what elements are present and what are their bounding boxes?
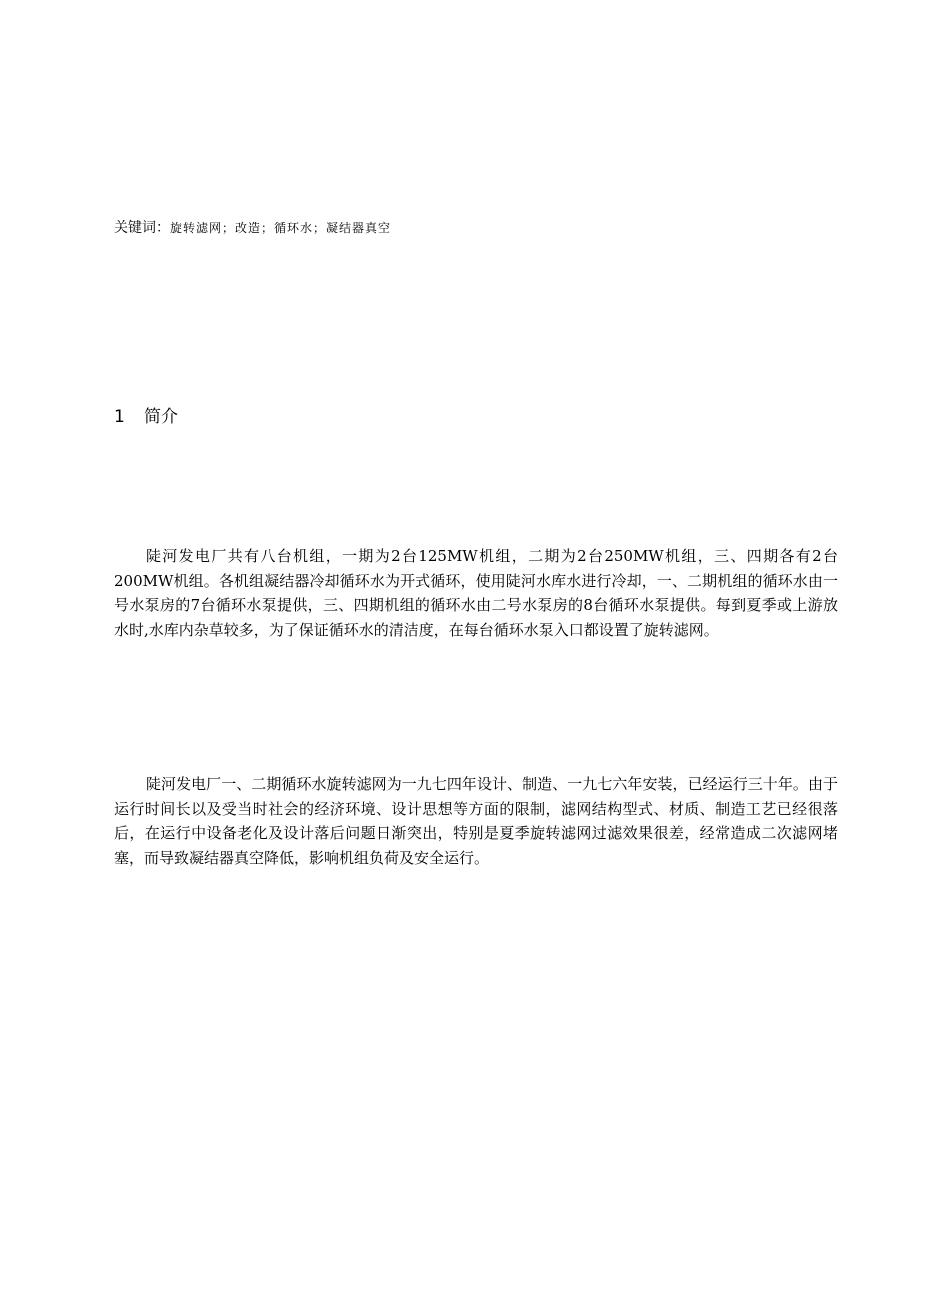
section-number: 1	[114, 407, 125, 427]
section-heading	[114, 404, 178, 430]
keywords-value: 旋转滤网；改造；循环水；凝结器真空	[170, 221, 392, 235]
section-title: 简介	[144, 407, 178, 427]
body-paragraph-1: 陡河发电厂共有八台机组，一期为2台125MW机组，二期为2台250MW机组，三、四期各有2台200MW机组。各机组凝结器冷却循环水为开式循环，使用陡河水库水进行冷却，一、二期机组的循环水由一号水泵房的7台循环水泵提供，三、四期机组的循环水由二号水泵房的8台循环水泵提供。每到夏季或上游放水时,水库内杂草较多，为了保证循环水的清洁度，在每台循环水泵入口都设置了旋转滤网。	[114, 547, 838, 639]
keywords-line	[114, 218, 391, 238]
body-paragraph-2: 陡河发电厂一、二期循环水旋转滤网为一九七四年设计、制造、一九七六年安装，已经运行三十年。由于运行时间长以及受当时社会的经济环境、设计思想等方面的限制，滤网结构型式、材质、制造工艺已经很落后，在运行中设备老化及设计落后问题日渐突出，特别是夏季旋转滤网过滤效果很差，经常造成二次滤网堵塞，而导致凝结器真空降低，影响机组负荷及安全运行。	[114, 775, 838, 867]
keywords-label: 关键词：	[114, 220, 170, 236]
